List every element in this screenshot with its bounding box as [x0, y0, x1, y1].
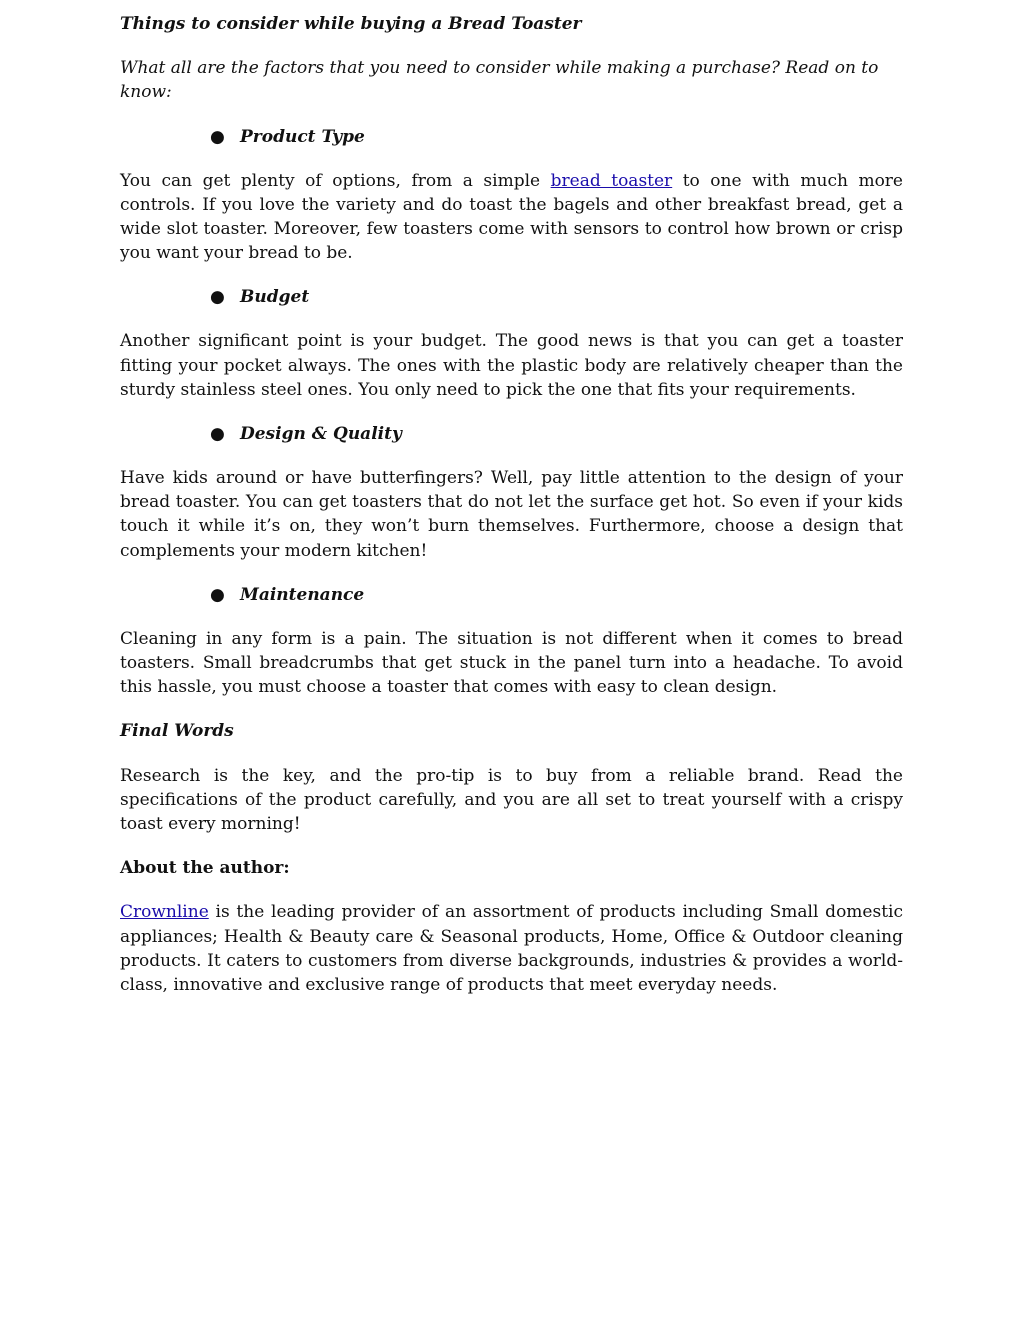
- section-heading-product-type: Product Type: [240, 126, 365, 147]
- paragraph-text: to one with much more controls. If you love the variety and do toast the bagels and other breakfast bread, get a wide slot toaster. Moreover, few toasters come with sensors to control how brown or crisp you want your bread to be.: [120, 170, 903, 264]
- crownline-link[interactable]: Crownline: [120, 902, 209, 923]
- paragraph-design-quality: Have kids around or have butterfingers? Well, pay little attention to the design of your bread toaster. You can get toasters that do not let the surface get hot. So even if your kids touch it while it’s on, they won’t burn themselves. Furthermore, choose a design that complements your modern kitchen!: [120, 468, 903, 561]
- final-words-heading: Final Words: [120, 721, 234, 742]
- bullet-icon: ●: [210, 584, 225, 605]
- section-heading-design-quality: Design & Quality: [240, 424, 402, 445]
- paragraph-text: You can get plenty of options, from a simple: [120, 170, 551, 191]
- paragraph-budget: Another significant point is your budget. The good news is that you can get a toaster fitting your pocket always. The ones with the plastic body are relatively cheaper than the sturdy stainless steel ones. You only need to pick the one that fits your requirements.: [120, 331, 903, 400]
- intro-paragraph: What all are the factors that you need to consider while making a purchase? Read on to know:: [120, 58, 879, 103]
- section-heading-maintenance: Maintenance: [240, 584, 365, 605]
- bullet-icon: ●: [210, 126, 225, 147]
- section-heading-budget: Budget: [240, 287, 310, 308]
- bullet-item-budget: [120, 285, 903, 309]
- bullet-item-design-quality: [120, 422, 903, 446]
- document-title: Things to consider while buying a Bread Toaster: [120, 14, 582, 34]
- bullet-item-maintenance: [120, 583, 903, 607]
- bullet-icon: ●: [210, 287, 225, 308]
- about-author-heading: About the author:: [120, 858, 290, 879]
- paragraph-product-type: [120, 169, 903, 266]
- bread-toaster-link[interactable]: bread toaster: [550, 170, 673, 191]
- bullet-icon: ●: [210, 424, 225, 445]
- about-author-paragraph: [120, 900, 903, 997]
- final-words-paragraph: Research is the key, and the pro-tip is to buy from a reliable brand. Read the specifications of the product carefully, and you are all set to treat yourself with a crispy toast every morning!: [120, 765, 903, 835]
- bullet-item-product-type: [120, 125, 903, 149]
- document-page: [120, 12, 903, 1017]
- paragraph-maintenance: Cleaning in any form is a pain. The situation is not different when it comes to bread toasters. Small breadcrumbs that get stuck in the panel turn into a headache. To avoid this hassle, you must choose a toaster that comes with easy to clean design.: [120, 628, 903, 698]
- paragraph-text: is the leading provider of an assortment of products including Small domestic appliances; Health & Beauty care & Seasonal products, Home, Office & Outdoor cleaning products. It caters to customers from diverse backgrounds, industries & provides a world-class, innovative and exclusive range of products that meet everyday needs.: [120, 902, 903, 996]
